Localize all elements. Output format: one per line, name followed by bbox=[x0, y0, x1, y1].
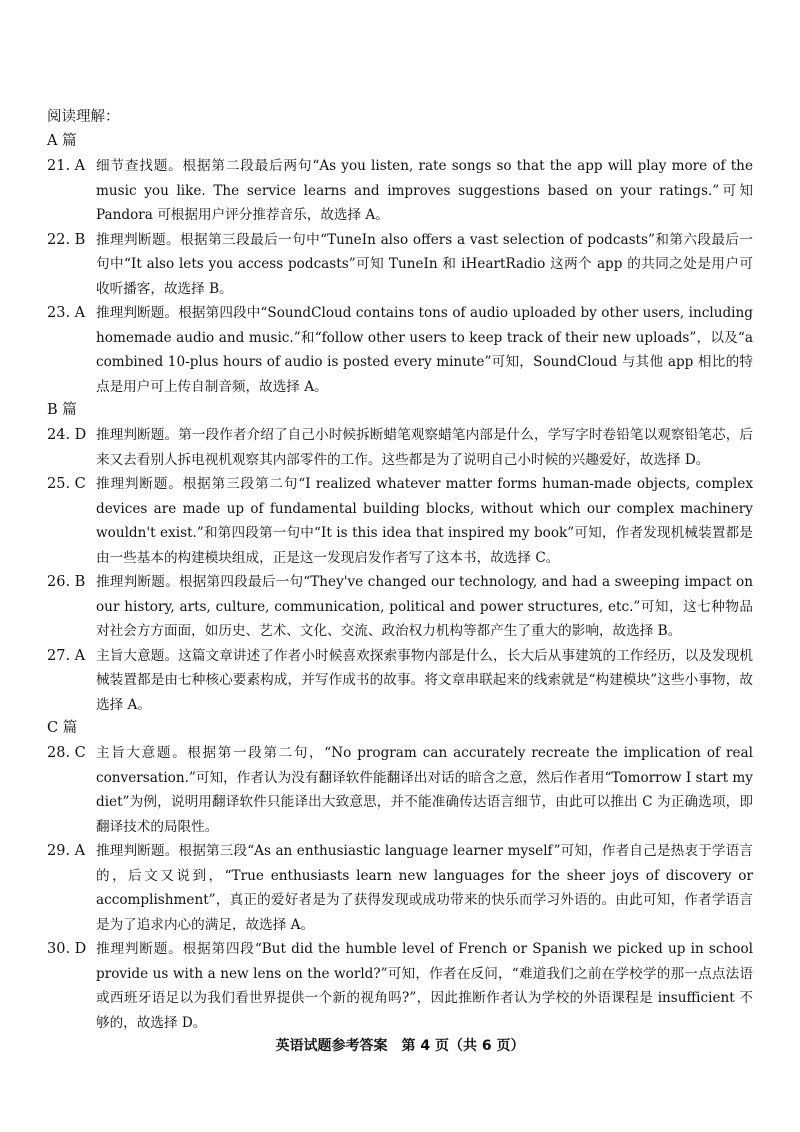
section-heading-reading: 阅读理解： bbox=[47, 109, 120, 125]
answer-explanation: 推理判断题。根据第三段“As an enthusiastic language learner myself”可知，作者自己是热衷于学语言的，后文又说到，“True enthusiasts learn new languages for the sheer joys of discovery or accomplishment”，真正的爱好者是为了获得发现或成功带来的快乐而学习外语的。由此可知，作者学语言是为了追求内心的满足，故选择 A。 bbox=[96, 843, 753, 933]
answer-explanation: 推理判断题。根据第三段最后一句中“TuneIn also offers a vast selection of podcasts”和第六段最后一句中“It also lets you access podcasts”可知 TuneIn 和 iHeartRadio 这两个 app 的共同之处是用户可收听播客，故选择 B。 bbox=[96, 231, 753, 297]
question-number: 26. B bbox=[47, 574, 86, 590]
section-label-b: B 篇 bbox=[47, 402, 77, 418]
answer-explanation: 推理判断题。根据第四段中“SoundCloud contains tons of audio uploaded by other users, including homemade audio and music.”和“follow other users to keep track of their new uploads”，以及“a combined 10-plus hours of audio is posted every minute”可知，SoundCloud 与其他 app 相比的特点是用户可上传自制音频，故选择 A。 bbox=[96, 305, 753, 395]
answer-item bbox=[47, 228, 753, 302]
question-number: 22. B bbox=[47, 231, 86, 248]
question-number: 25. C bbox=[47, 476, 86, 492]
question-number: 30. D bbox=[47, 941, 87, 957]
answer-explanation: 主旨大意题。根据第一段第二句，“No program can accurately recreate the implication of real conversation.”可知，作者认为没有翻译软件能翻译出对话的暗含之意，然后作者用“Tomorrow I start my diet”为例，说明用翻译软件只能译出大致意思，并不能准确传达语言细节，由此可以推出 C 为正确选项，即翻译技术的局限性。 bbox=[96, 745, 753, 835]
answer-item bbox=[47, 301, 753, 399]
question-number: 23. A bbox=[47, 305, 86, 321]
answer-explanation: 主旨大意题。这篇文章讲述了作者小时候喜欢探索事物内部是什么，长大后从事建筑的工作经历，以及发现机械装置都是由七种核心要素构成，并写作成书的故事。将文章串联起来的线索就是“构建模块”这些小事物，故选择 A。 bbox=[96, 647, 753, 713]
answer-item bbox=[47, 644, 753, 718]
answer-item bbox=[47, 472, 753, 570]
question-number: 29. A bbox=[47, 843, 86, 859]
question-number: 24. D bbox=[47, 427, 87, 443]
answer-explanation: 推理判断题。第一段作者介绍了自己小时候拆断蜡笔观察蜡笔内部是什么，学写字时卷铅笔以观察铅笔芯，后来又去看别人拆电视机观察其内部零件的工作。这些都是为了说明自己小时候的兴趣爱好，故选择 D。 bbox=[96, 427, 753, 468]
answer-explanation: 推理判断题。根据第四段最后一句“They've changed our technology, and had a sweeping impact on our history, arts, culture, communication, political and power structures, etc.”可知，这七种物品对社会方方面面，如历史、艺术、文化、交流、政治权力机构等都产生了重大的影响，故选择 B。 bbox=[96, 574, 753, 639]
answer-item bbox=[47, 741, 753, 839]
answer-explanation: 细节查找题。根据第二段最后两句“As you listen, rate songs so that the app will play more of the music you like. The service learns and improves suggestions based on your ratings.”可知 Pandora 可根据用户评分推荐音乐，故选择 A。 bbox=[96, 158, 753, 223]
section-label-c: C 篇 bbox=[47, 720, 78, 736]
section-label-a: A 篇 bbox=[47, 133, 77, 149]
answer-item bbox=[47, 937, 753, 1035]
answer-item bbox=[47, 423, 753, 472]
answer-item bbox=[47, 154, 753, 228]
page-footer: 英语试题参考答案 第 4 页（共 6 页） bbox=[275, 1038, 525, 1054]
answer-item bbox=[47, 570, 753, 644]
answer-item bbox=[47, 839, 753, 937]
answer-content bbox=[47, 106, 753, 1035]
question-number: 27. A bbox=[47, 647, 86, 664]
question-number: 21. A bbox=[47, 158, 86, 174]
answer-explanation: 推理判断题。根据第四段“But did the humble level of French or Spanish we picked up in school provide us with a new lens on the world?”可知，作者在反问，“难道我们之前在学校学的那一点点法语或西班牙语足以为我们看世界提供一个新的视角吗?”，因此推断作者认为学校的外语课程是 insufficient 不够的，故选择 D。 bbox=[96, 941, 753, 1031]
answer-explanation: 推理判断题。根据第三段第二句“I realized whatever matter forms human-made objects, complex devices are made up of fundamental building blocks, without which our complex machinery wouldn't exist.”和第四段第一句中“It is this idea that inspired my book”可知，作者发现机械装置都是由一些基本的构建模块组成，正是这一发现启发作者写了这本书，故选择 C。 bbox=[96, 476, 753, 566]
question-number: 28. C bbox=[47, 745, 86, 761]
